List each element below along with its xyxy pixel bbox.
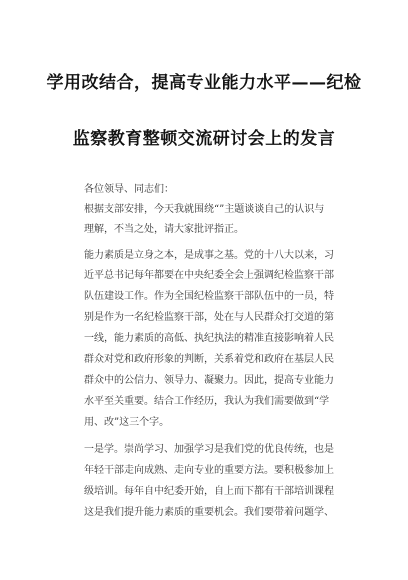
body-line: 年轻干部走向成熟、走向专业的重要方法。要积极参加上 [84, 465, 334, 476]
body-line: 根据支部安排，今天我就围绕“”主题谈谈自己的认识与 [84, 204, 325, 215]
body-line: 群众中的公信力、领导力、凝聚力。因此，提高专业能力 [84, 375, 334, 386]
body-line: 队伍建设工作。作为全国纪检监察干部队伍中的一员，特 [84, 291, 334, 302]
body-line: 能力素质是立身之本，是成事之基。党的十八大以来，习 [84, 250, 334, 261]
body-line: 一是学。崇尚学习、加强学习是我们党的优良传统，也是 [84, 444, 334, 455]
document-title-line-2: 监察教育整顿交流研讨会上的发言 [72, 129, 336, 149]
salutation: 各位领导、同志们： [84, 184, 174, 195]
body-line: 用、改”这三个字。 [84, 417, 170, 428]
body-line: 一线，能力素质的高低、执纪执法的精准直接影响着人民 [84, 333, 334, 344]
body-line: 群众对党和政府形象的判断，关系着党和政府在基层人民 [84, 354, 334, 365]
body-line: 级培训。每年自中纪委开始，自上而下都有干部培训课程 [84, 486, 334, 497]
body-line: 水平至关重要。结合工作经历，我认为我们需要做到“学 [84, 396, 330, 407]
body-line: 理解，不当之处，请大家批评指正。 [84, 224, 244, 235]
document-title-line-1: 学用改结合，提高专业能力水平——纪检 [46, 73, 362, 93]
body-line: 别是作为一名纪检监察干部，处在与人民群众打交道的第 [84, 312, 334, 323]
body-line: 近平总书记每年都要在中央纪委全会上强调纪检监察干部 [84, 270, 334, 281]
body-line: 这是我们提升能力素质的重要机会。我们要带着问题学、 [84, 507, 334, 518]
